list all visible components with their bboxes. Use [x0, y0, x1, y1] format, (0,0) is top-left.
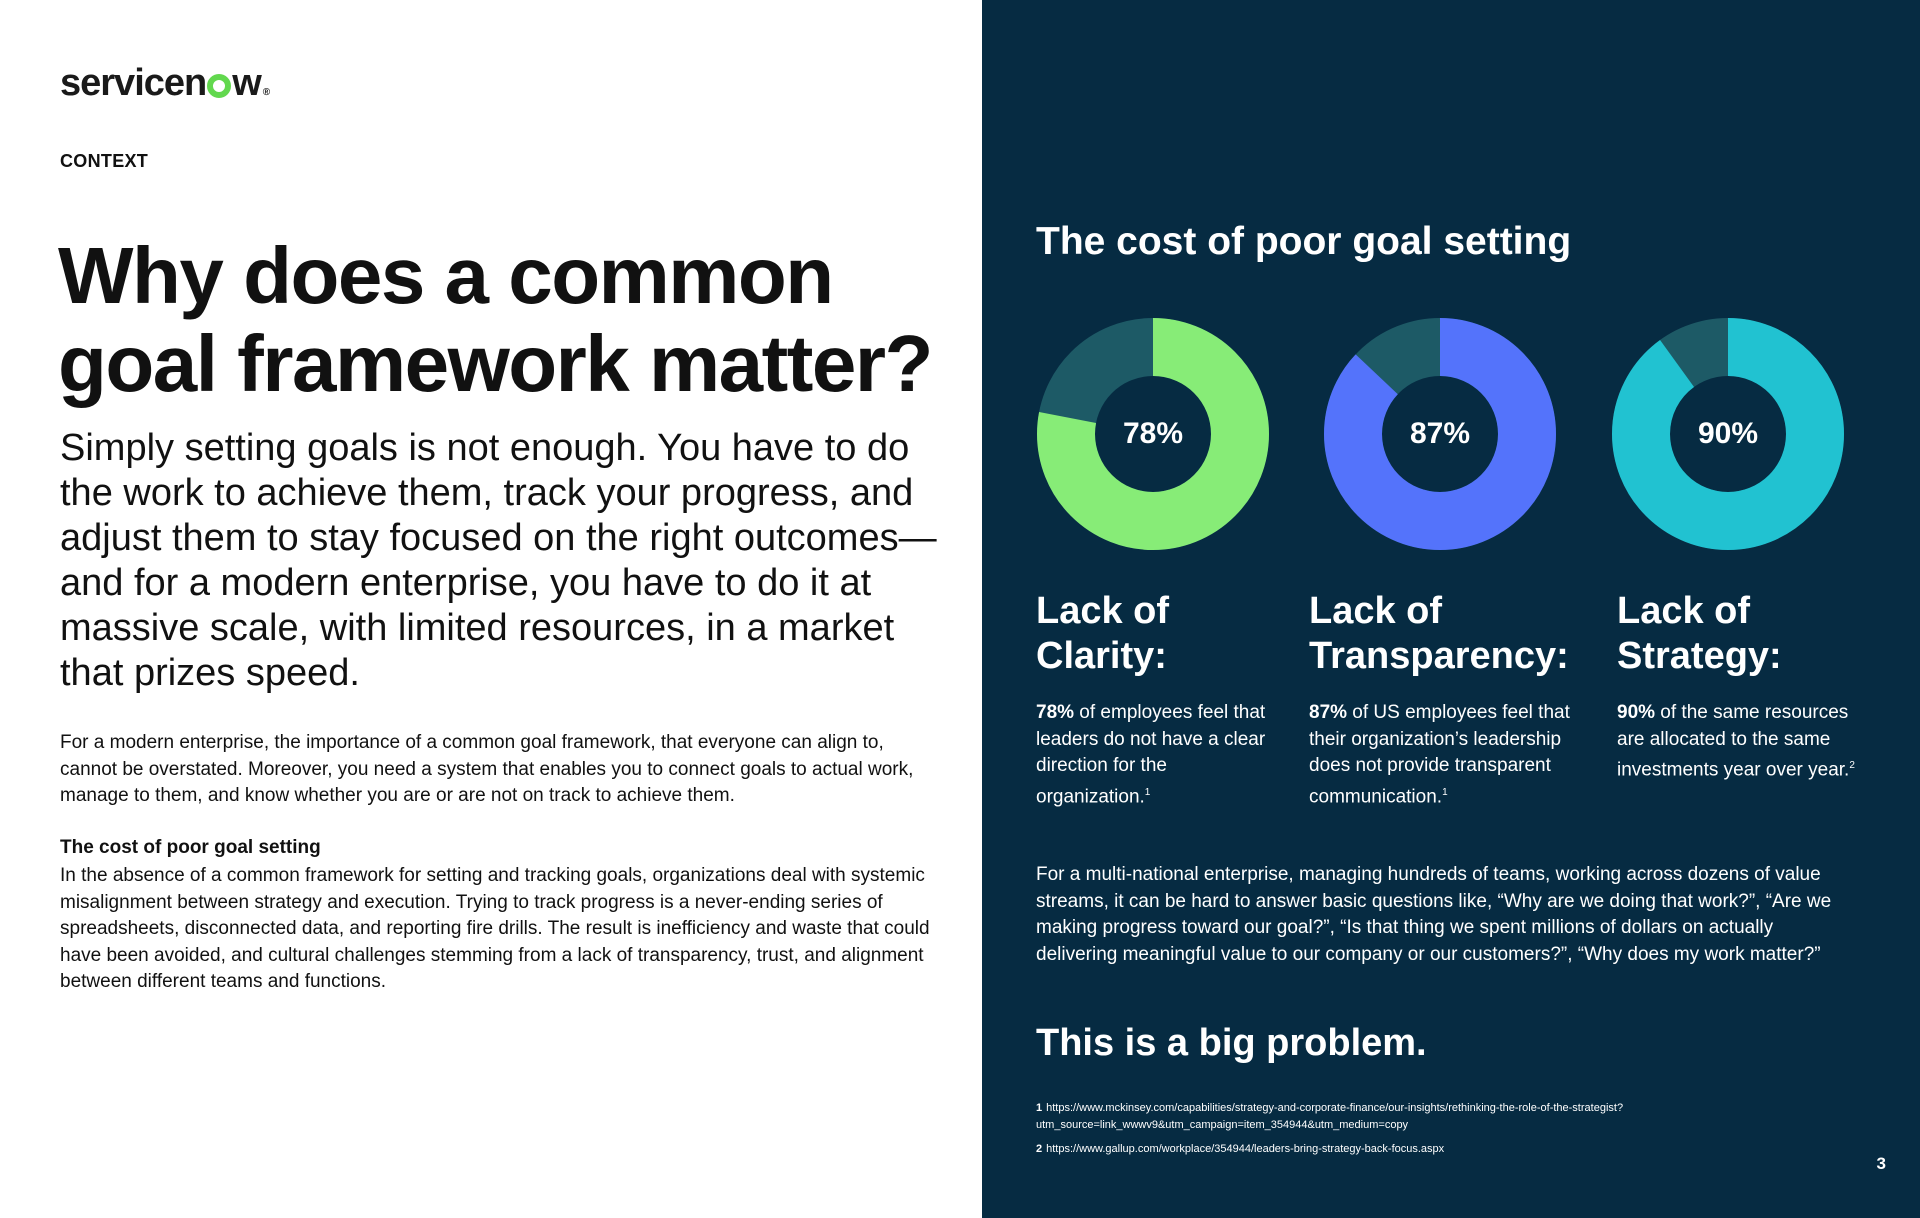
body-paragraph-1: For a modern enterprise, the importance of a common goal framework, that everyone can align to, cannot be overstated. Moreover, you need a system that enables you to connect goals to actual work, manage to them, and know whether you are or are not on track to achieve them.: [60, 732, 914, 806]
stat-heading-strategy: [1617, 589, 1782, 679]
footnote-ref: 2: [1849, 760, 1855, 771]
stat-text-clarity: [1036, 700, 1272, 810]
stat-description: of the same resources are allocated to the same investments year over year.: [1617, 702, 1850, 781]
stat-bold-percent: 87%: [1309, 702, 1348, 723]
footnote-ref: 1: [1144, 786, 1151, 798]
stat-bold-percent: 90%: [1617, 702, 1656, 723]
page-headline: Why does a common goal framework matter?: [58, 231, 932, 408]
intro-paragraph: Simply setting goals is not enough. You have to do the work to achieve them, track your progress, and adjust them to stay focused on the right outcomes—and for a modern enterprise, you have to do it at massive scale, with limited resources, in a market that prizes speed.: [60, 427, 937, 694]
donut-percent-label: 87%: [1409, 417, 1471, 450]
stat-text-strategy: [1617, 700, 1857, 784]
footnote-1: [1036, 1100, 1856, 1134]
page-number: 3: [1876, 1154, 1886, 1173]
stat-bold-percent: 78%: [1036, 702, 1075, 723]
logo-text-end: w: [232, 62, 261, 104]
stat-description: of employees feel that leaders do not have a clear direction for the organization.: [1036, 702, 1266, 807]
footnote-number: 2: [1036, 1143, 1043, 1155]
donut-chart-strategy: [1612, 318, 1844, 550]
logo-text: servicen: [60, 62, 207, 104]
registered-mark: ®: [262, 87, 270, 98]
servicenow-logo: [60, 62, 269, 105]
subheading: The cost of poor goal setting: [60, 837, 321, 858]
big-statement: This is a big problem.: [1036, 1022, 1427, 1064]
footnote-ref: 1: [1442, 786, 1448, 798]
stat-description: of US employees feel that their organization’s leadership does not provide transparent communication.: [1309, 702, 1570, 807]
right-page: [982, 0, 1920, 1218]
section-label: CONTEXT: [60, 151, 149, 171]
stat-heading-line-1: Lack of: [1309, 590, 1443, 632]
footnote-2: [1036, 1141, 1856, 1158]
stat-heading-transparency: [1309, 589, 1569, 679]
stat-heading-line-2: Clarity:: [1036, 635, 1167, 677]
donut-percent-label: 78%: [1122, 417, 1184, 450]
right-body-paragraph: For a multi-national enterprise, managing hundreds of teams, working across dozens of value streams, it can be hard to answer basic questions like, “Why are we doing that work?”, “Are we making progress toward our goal?”, “Is that thing we spent millions of dollars on actually delivering meaningful value to our company or our customers?”, “Why does my work matter?”: [1036, 864, 1832, 965]
stat-heading-line-1: Lack of: [1617, 590, 1751, 632]
donut-chart-transparency: [1324, 318, 1556, 550]
stat-heading-clarity: [1036, 589, 1169, 679]
footnote-url: https://www.mckinsey.com/capabilities/strategy-and-corporate-finance/our-insights/rethinking-the-role-of-the-strategist?utm_source=link_wwwv9&utm_campaign=item_354944&utm_medium=copy: [1036, 1102, 1624, 1131]
footnote-number: 1: [1036, 1102, 1043, 1114]
footnote-url: https://www.gallup.com/workplace/354944/leaders-bring-strategy-back-focus.aspx: [1046, 1143, 1445, 1155]
infographic-title: The cost of poor goal setting: [1036, 220, 1572, 263]
stat-heading-line-2: Strategy:: [1617, 635, 1782, 677]
donut-percent-label: 90%: [1697, 417, 1759, 450]
donut-chart-clarity: [1037, 318, 1269, 550]
stat-heading-line-1: Lack of: [1036, 590, 1170, 632]
logo-o-icon: [207, 74, 231, 98]
stat-heading-line-2: Transparency:: [1309, 635, 1569, 677]
stat-text-transparency: [1309, 700, 1579, 810]
body-paragraph-2: In the absence of a common framework for setting and tracking goals, organizations deal with systemic misalignment between strategy and execution. Trying to track progress is a never-ending series of spreadsheets, disconnected data, and reporting fire drills. The result is inefficiency and waste that could have been avoided, and cultural challenges stemming from a lack of transparency, trust, and alignment between different teams and functions.: [60, 865, 930, 992]
